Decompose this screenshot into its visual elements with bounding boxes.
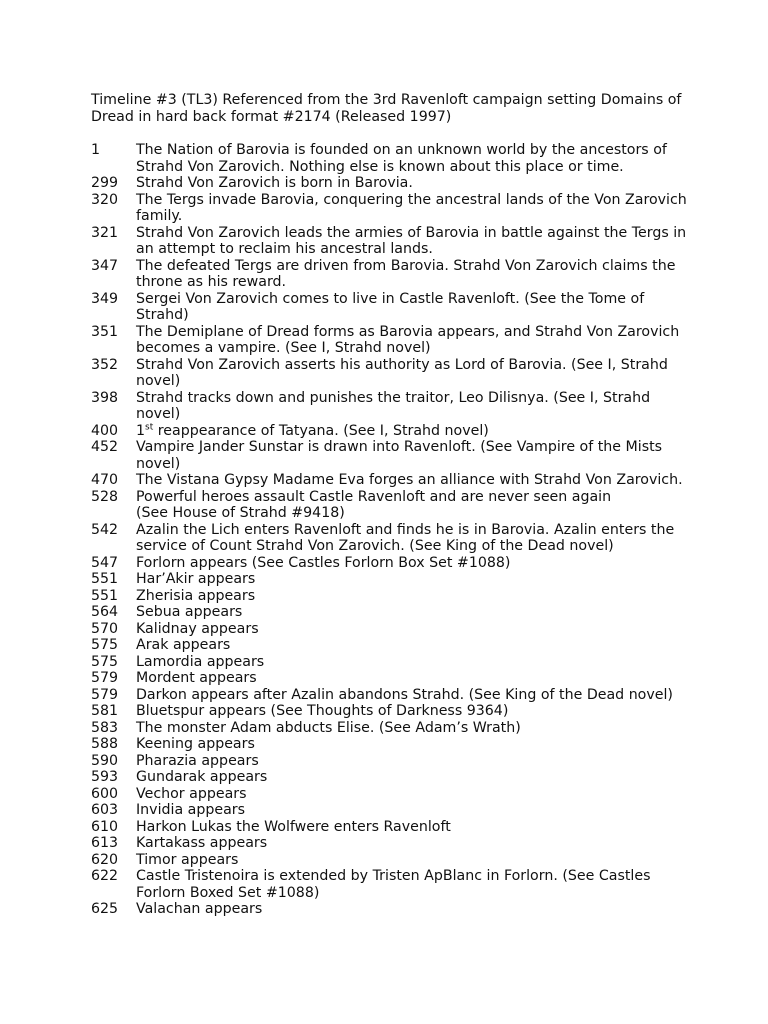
entry-year: 352 — [91, 356, 119, 373]
entry-year: 593 — [91, 769, 119, 785]
entry-text-body: Castle Tristenoira is extended by Tristen ApBlanc in Forlorn. (See Castles Forlorn Boxed Set #1088) — [136, 868, 651, 901]
entry-text-prefix: 1 — [136, 422, 146, 439]
entry-text-superscript: st — [145, 421, 154, 432]
entry-text-body: The monster Adam abducts Elise. (See Adam’s Wrath) — [136, 719, 521, 736]
entry-text — [136, 555, 691, 572]
timeline-entry — [91, 901, 691, 918]
entry-text-body: Sergei Von Zarovich comes to live in Castle Ravenloft. (See the Tome of Strahd) — [136, 290, 645, 323]
entry-year: 575 — [91, 653, 119, 670]
entry-year: 622 — [91, 868, 119, 884]
entry-year: 321 — [91, 224, 119, 241]
entry-text-body: Strahd tracks down and punishes the traitor, Leo Dilisnya. (See I, Strahd novel) — [136, 389, 651, 422]
entry-text — [136, 588, 691, 605]
entry-text-body: Vampire Jander Sunstar is drawn into Ravenloft. (See Vampire of the Mists novel) — [136, 439, 663, 472]
timeline-entry — [91, 802, 691, 819]
entry-text-body: The Vistana Gypsy Madame Eva forges an alliance with Strahd Von Zarovich. — [136, 472, 683, 488]
entry-text — [136, 901, 691, 918]
entry-text — [136, 835, 691, 852]
entry-year: 452 — [91, 439, 119, 455]
timeline-entry — [91, 357, 691, 390]
entry-year: 347 — [91, 257, 119, 274]
timeline-entry — [91, 555, 691, 572]
entry-year: 625 — [91, 901, 119, 917]
timeline-entry — [91, 439, 691, 472]
entry-text — [136, 769, 691, 786]
entry-text — [136, 142, 691, 175]
entry-text — [136, 753, 691, 770]
entry-text-body: The Tergs invade Barovia, conquering the ancestral lands of the Von Zarovich family. — [136, 191, 687, 224]
entry-year: 579 — [91, 686, 119, 703]
timeline-entry — [91, 604, 691, 621]
timeline-entry — [91, 852, 691, 869]
entry-text — [136, 720, 691, 737]
entry-text — [136, 868, 691, 901]
entry-text — [136, 604, 691, 621]
entry-text-body: Gundarak appears — [136, 769, 268, 785]
entry-text — [136, 192, 691, 225]
entry-text — [136, 703, 691, 720]
entry-text-body: Har’Akir appears — [136, 571, 256, 587]
entry-year: 581 — [91, 703, 119, 719]
entry-text — [136, 852, 691, 869]
entry-text-body: Forlorn appears (See Castles Forlorn Box Set #1088) — [136, 554, 511, 571]
entry-text-body: Kartakass appears — [136, 835, 268, 851]
entry-text — [136, 621, 691, 638]
entry-text — [136, 819, 691, 836]
entry-year: 551 — [91, 571, 119, 587]
entry-text-body: Timor appears — [136, 851, 239, 868]
timeline-entry — [91, 835, 691, 852]
entry-text — [136, 670, 691, 687]
entry-year: 579 — [91, 670, 119, 686]
entry-text-body: Darkon appears after Azalin abandons Strahd. (See King of the Dead novel) — [136, 686, 673, 703]
entry-text-body: The Nation of Barovia is founded on an unknown world by the ancestors of Strahd Von Zarovich. Nothing else is known about this place or time. — [136, 142, 667, 175]
timeline-entry — [91, 769, 691, 786]
timeline-entry — [91, 192, 691, 225]
timeline-entry — [91, 324, 691, 357]
timeline-entry — [91, 472, 691, 489]
entry-year: 547 — [91, 554, 119, 571]
entry-text — [136, 225, 691, 258]
entry-text-body: Invidia appears — [136, 802, 246, 818]
timeline-entry — [91, 819, 691, 836]
entry-text-body: Strahd Von Zarovich is born in Barovia. — [136, 175, 413, 191]
timeline-entry — [91, 142, 691, 175]
entry-text — [136, 802, 691, 819]
entry-year: 470 — [91, 472, 119, 488]
entry-text — [136, 439, 691, 472]
entry-text-body: Valachan appears — [136, 901, 263, 917]
document-page — [91, 92, 691, 918]
entry-text-body: reappearance of Tatyana. (See I, Strahd novel) — [153, 422, 489, 439]
entry-year: 564 — [91, 604, 119, 620]
entry-year: 299 — [91, 175, 119, 191]
entry-text — [136, 489, 691, 522]
entry-text — [136, 472, 691, 489]
entry-year: 620 — [91, 851, 119, 868]
entry-year: 583 — [91, 719, 119, 736]
timeline-entry — [91, 621, 691, 638]
entry-year: 320 — [91, 191, 119, 208]
document-heading: Timeline #3 (TL3) Referenced from the 3rd Ravenloft campaign setting Domains of Dread in hard back format #2174 (Released 1997) — [91, 92, 682, 125]
entry-year: 551 — [91, 587, 119, 604]
timeline-entry — [91, 390, 691, 423]
entry-text — [136, 423, 691, 440]
entry-year: 400 — [91, 422, 119, 439]
entry-text-body: Lamordia appears — [136, 653, 265, 670]
entry-text-body: The Demiplane of Dread forms as Barovia appears, and Strahd Von Zarovich becomes a vampire. (See I, Strahd novel) — [136, 323, 680, 356]
entry-text-body: Keening appears — [136, 736, 255, 752]
entry-year: 349 — [91, 290, 119, 307]
timeline-entry — [91, 291, 691, 324]
entry-text — [136, 687, 691, 704]
entry-text-body: Strahd Von Zarovich leads the armies of Barovia in battle against the Tergs in an attempt to reclaim his ancestral lands. — [136, 224, 687, 257]
timeline-entry — [91, 522, 691, 555]
entry-year: 575 — [91, 637, 119, 653]
entry-text — [136, 357, 691, 390]
entry-text — [136, 522, 691, 555]
timeline-entry — [91, 175, 691, 192]
timeline-entry — [91, 489, 691, 522]
timeline-entry — [91, 786, 691, 803]
entry-text-body: Harkon Lukas the Wolfwere enters Ravenloft — [136, 818, 451, 835]
entry-text-body: Powerful heroes assault Castle Ravenloft and are never seen again — [136, 488, 612, 505]
entry-year: 610 — [91, 818, 119, 835]
entry-year: 588 — [91, 736, 119, 752]
timeline-list — [91, 142, 691, 918]
entry-year: 542 — [91, 521, 119, 538]
entry-text — [136, 258, 691, 291]
entry-text-body: Mordent appears — [136, 670, 257, 686]
entry-year: 351 — [91, 323, 119, 340]
entry-text — [136, 291, 691, 324]
entry-text — [136, 786, 691, 803]
timeline-entry — [91, 258, 691, 291]
timeline-entry — [91, 670, 691, 687]
entry-year: 603 — [91, 802, 119, 818]
entry-text — [136, 175, 691, 192]
entry-text-body: Kalidnay appears — [136, 620, 259, 637]
entry-text-body: Bluetspur appears (See Thoughts of Darkness 9364) — [136, 703, 509, 719]
entry-text-body: The defeated Tergs are driven from Barovia. Strahd Von Zarovich claims the throne as his reward. — [136, 257, 676, 290]
timeline-entry — [91, 736, 691, 753]
entry-text-body: Zherisia appears — [136, 587, 256, 604]
timeline-entry — [91, 637, 691, 654]
entry-year: 613 — [91, 835, 119, 851]
entry-text — [136, 637, 691, 654]
entry-text-body: Vechor appears — [136, 785, 247, 802]
entry-year: 398 — [91, 389, 119, 406]
entry-year: 528 — [91, 488, 119, 505]
entry-text — [136, 654, 691, 671]
entry-year: 570 — [91, 620, 119, 637]
timeline-entry — [91, 571, 691, 588]
entry-year: 600 — [91, 785, 119, 802]
timeline-entry — [91, 225, 691, 258]
entry-text — [136, 736, 691, 753]
timeline-entry — [91, 588, 691, 605]
entry-text — [136, 390, 691, 423]
entry-text-line2: (See House of Strahd #9418) — [136, 505, 345, 521]
entry-text-body: Arak appears — [136, 637, 231, 653]
entry-text — [136, 324, 691, 357]
timeline-entry — [91, 753, 691, 770]
entry-text-body: Strahd Von Zarovich asserts his authority as Lord of Barovia. (See I, Strahd novel) — [136, 356, 668, 389]
entry-text-body: Azalin the Lich enters Ravenloft and finds he is in Barovia. Azalin enters the service of Count Strahd Von Zarovich. (See King of the Dead novel) — [136, 521, 675, 554]
timeline-entry — [91, 868, 691, 901]
timeline-entry — [91, 703, 691, 720]
timeline-entry — [91, 654, 691, 671]
timeline-entry — [91, 423, 691, 440]
entry-text — [136, 571, 691, 588]
entry-year: 590 — [91, 752, 119, 769]
timeline-entry — [91, 720, 691, 737]
entry-text-body: Pharazia appears — [136, 752, 259, 769]
timeline-entry — [91, 687, 691, 704]
entry-year: 1 — [91, 142, 101, 158]
entry-text-body: Sebua appears — [136, 604, 243, 620]
